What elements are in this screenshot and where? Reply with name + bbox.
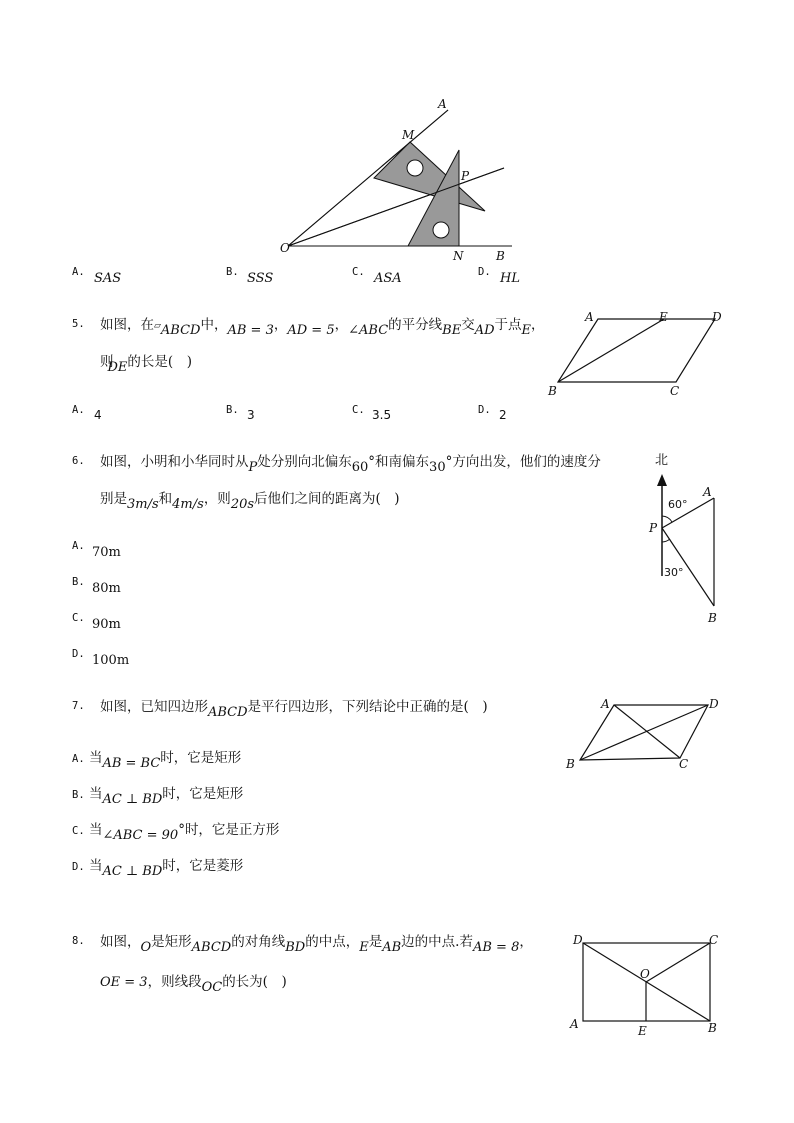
q5-options (72, 404, 572, 426)
q7-option-b-letter: B. (72, 789, 85, 801)
q5-text: 的长是( ) (127, 354, 192, 370)
q5-option-d-letter: D. (478, 404, 491, 416)
q7-text: 是平行四边形，下列结论中正确的是( ) (247, 699, 488, 715)
q7-math: ABCD (208, 705, 248, 720)
q6-text: 处分别向北偏东 (257, 454, 352, 470)
q6-math: 4m/s (172, 497, 204, 512)
q7-option-b-math: AC ⊥ BD (102, 792, 163, 807)
q5-number: 5. (72, 318, 85, 330)
label-b: B (566, 757, 575, 771)
q6-number: 6. (72, 455, 85, 467)
q4-option-b-text[interactable]: SSS (247, 271, 274, 286)
label-c: C (709, 933, 719, 947)
q8-text: 的中点， (305, 934, 360, 950)
q8-text: 边的中点.若 (401, 934, 473, 950)
q5-text: ， (531, 317, 545, 333)
q7-text: 如图，已知四边形 (100, 699, 208, 715)
q4-option-a-text[interactable]: SAS (94, 271, 122, 286)
q8-text: 如图， (100, 934, 141, 950)
q6-text: °和南偏东 (368, 454, 430, 470)
q8-math: ABCD (191, 940, 232, 955)
q5-math: DE (107, 360, 128, 375)
q8-text: 的对角线 (231, 934, 286, 950)
q8-text: ， (519, 934, 533, 950)
label-a: A (601, 697, 610, 711)
label-b: B (708, 611, 717, 625)
label-p: P (649, 521, 658, 535)
q5-figure (540, 306, 730, 400)
label-p: P (461, 169, 470, 183)
q6-math: P (248, 460, 258, 475)
parallelogram-symbol: ▱ (154, 321, 161, 331)
q7-option-d-math: AC ⊥ BD (102, 864, 163, 879)
q7-option-c[interactable] (72, 818, 280, 843)
label-a: A (570, 1017, 579, 1031)
q8-math: O (140, 940, 152, 955)
q8-text: 是矩形 (151, 934, 192, 950)
label-o: O (280, 241, 290, 255)
q4-figure (270, 92, 530, 264)
label-n: N (453, 249, 464, 263)
label-c: C (679, 757, 689, 771)
q7-option-c-letter: C. (72, 825, 85, 837)
label-d: D (712, 310, 722, 324)
q7-option-d-pre: 当 (88, 858, 103, 874)
q7-option-b[interactable] (72, 782, 244, 807)
q7-option-b-pre: 当 (88, 786, 103, 802)
label-angle-30: 30° (664, 566, 684, 579)
q8-stem-line2 (100, 970, 287, 995)
q6-text: ，则 (203, 491, 231, 507)
q7-option-c-post: °时，它是正方形 (178, 822, 280, 838)
q4-option-c-text[interactable]: ASA (374, 271, 402, 286)
q4-option-b-letter: B. (226, 266, 239, 278)
q8-text: 的长为( ) (222, 974, 287, 990)
q8-math: AB (382, 940, 402, 955)
q8-math: E (359, 940, 369, 955)
q6-option-c-text[interactable]: 90m (92, 617, 121, 632)
q7-figure (560, 692, 730, 776)
q7-option-d-post: 时，它是菱形 (162, 858, 244, 874)
label-angle-60: 60° (668, 498, 688, 511)
angle-symbol: ∠ (348, 323, 360, 338)
q7-option-c-math: ∠ABC = 90 (102, 828, 179, 843)
label-a: A (585, 310, 594, 324)
q8-math: OC (201, 980, 223, 995)
q7-number: 7. (72, 700, 85, 712)
q5-option-b-text[interactable]: 3 (247, 408, 255, 422)
q5-text: 的平分线 (388, 317, 443, 333)
q4-option-a-letter: A. (72, 266, 85, 278)
label-a: A (703, 485, 712, 499)
q6-option-c-letter: C. (72, 612, 85, 624)
q5-option-c-letter: C. (352, 404, 365, 416)
q4-option-d-letter: D. (478, 266, 491, 278)
label-north: 北 (655, 453, 669, 468)
label-b: B (548, 384, 557, 398)
label-e: E (638, 1024, 647, 1038)
label-e: E (659, 310, 668, 324)
q7-option-d-letter: D. (72, 861, 85, 873)
q5-stem-line1 (100, 313, 545, 338)
q7-option-a-post: 时，它是矩形 (160, 750, 242, 766)
q7-option-b-post: 时，它是矩形 (162, 786, 244, 802)
q7-stem (100, 695, 488, 720)
q7-option-a-letter: A. (72, 753, 85, 765)
label-d: D (709, 697, 719, 711)
q6-text: 和 (158, 491, 173, 507)
q5-math: AB = 3 (227, 323, 274, 338)
q5-option-d-text[interactable]: 2 (499, 408, 507, 422)
q5-option-c-text[interactable]: 3.5 (372, 408, 392, 422)
q4-option-c-letter: C. (352, 266, 365, 278)
q5-math: ABCD (160, 323, 201, 338)
q6-figure (640, 446, 730, 630)
label-d: D (573, 933, 583, 947)
q8-number: 8. (72, 935, 85, 947)
q5-text: 于点 (494, 317, 522, 333)
q5-text: ， (334, 317, 349, 333)
q6-text: °方向出发，他们的速度分 (445, 454, 601, 470)
q7-option-c-pre: 当 (88, 822, 103, 838)
label-c: C (670, 384, 680, 398)
q8-math: BD (285, 940, 306, 955)
q8-math: AB = 8 (472, 940, 520, 955)
label-b: B (708, 1021, 717, 1035)
q6-option-b-text[interactable]: 80m (92, 581, 121, 596)
q6-option-a-text[interactable]: 70m (92, 545, 121, 560)
q5-text: 交 (461, 317, 475, 333)
q5-math: ABC (359, 323, 389, 338)
q6-text: 如图，小明和小华同时从 (100, 454, 249, 470)
q5-text: 中， (200, 317, 228, 333)
q5-option-a-letter: A. (72, 404, 85, 416)
q5-math: AD = 5 (287, 323, 335, 338)
label-b: B (496, 249, 505, 263)
q8-text: ，则线段 (147, 974, 202, 990)
q5-text: 如图，在 (100, 317, 154, 333)
q8-figure (560, 928, 730, 1042)
q7-option-d[interactable] (72, 854, 244, 879)
q7-option-a-math: AB = BC (102, 756, 161, 771)
q5-text: 则 (100, 354, 114, 370)
q6-option-d-text[interactable]: 100m (92, 653, 130, 668)
q4-option-d-text[interactable]: HL (500, 271, 520, 286)
q7-options (72, 746, 472, 879)
q8-stem-line1 (100, 930, 533, 955)
q6-text: 别是 (100, 491, 127, 507)
q5-text: ， (273, 317, 288, 333)
q5-math: E (521, 323, 532, 338)
q7-option-a-pre: 当 (88, 750, 103, 766)
q6-options (72, 540, 272, 670)
q6-stem-line2 (100, 487, 400, 512)
q5-math: BE (442, 323, 462, 338)
q6-math: 30 (429, 460, 446, 475)
q6-option-a-letter: A. (72, 540, 85, 552)
q6-stem-line1 (100, 450, 601, 475)
label-m: M (402, 128, 415, 142)
q8-math: OE = 3 (100, 975, 148, 990)
q5-math: AD (474, 323, 495, 338)
q5-option-a-text[interactable]: 4 (94, 408, 102, 422)
q6-math: 20s (230, 497, 255, 512)
q7-option-a[interactable] (72, 746, 242, 771)
q6-option-d-letter: D. (72, 648, 85, 660)
q6-math: 60 (351, 460, 369, 475)
q5-stem-line2 (100, 350, 192, 375)
q6-text: 后他们之间的距离为( ) (254, 491, 400, 507)
north-arrow-icon (657, 474, 667, 486)
q8-text: 是 (368, 934, 383, 950)
label-o: O (640, 967, 650, 981)
q6-option-b-letter: B. (72, 576, 85, 588)
label-a: A (438, 97, 447, 111)
q5-option-b-letter: B. (226, 404, 239, 416)
q6-math: 3m/s (127, 497, 159, 512)
q4-options (72, 266, 572, 288)
